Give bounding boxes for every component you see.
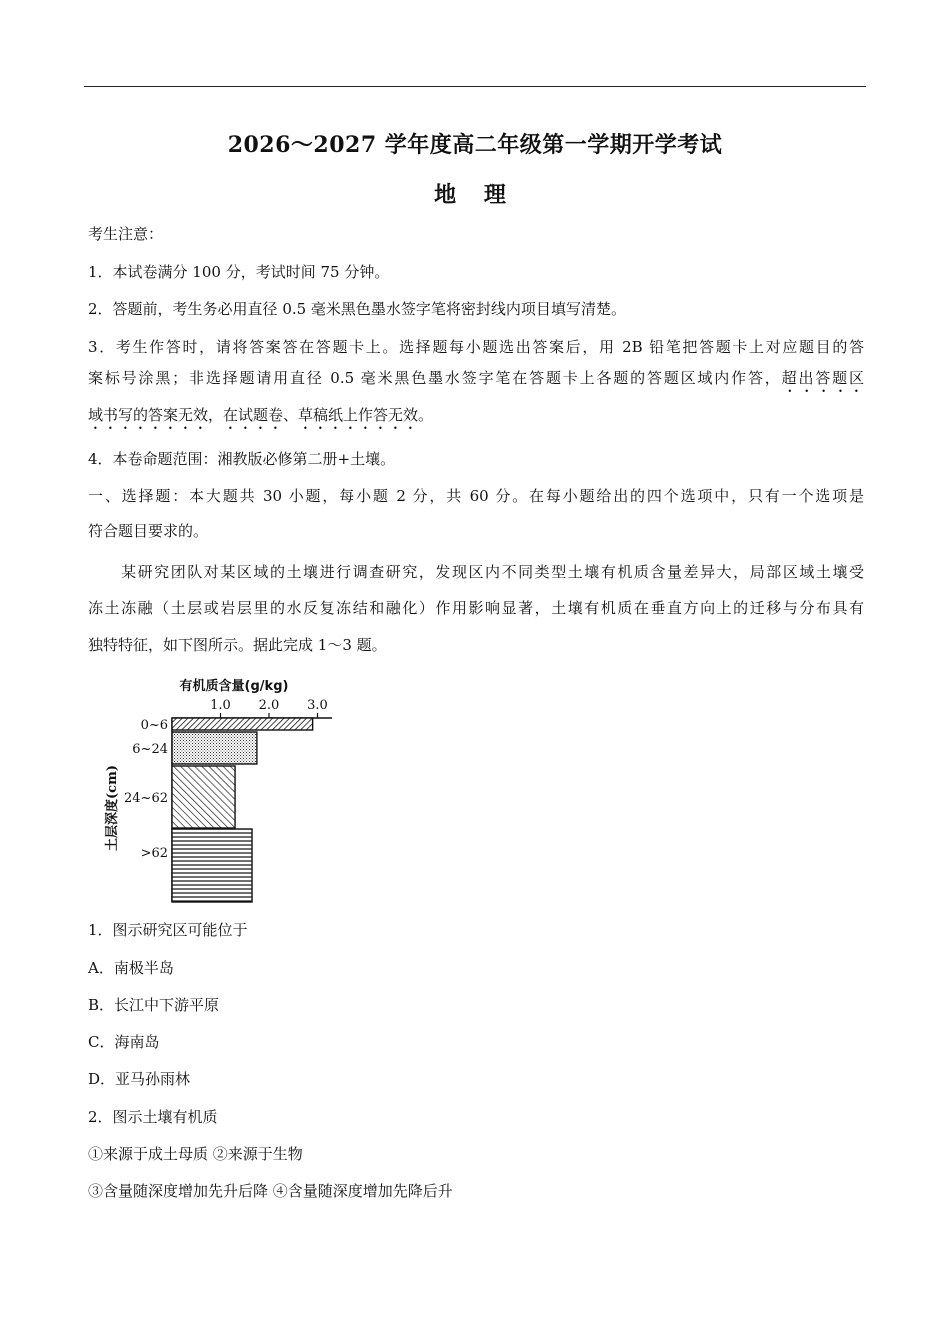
notice-item-3-line-1: 3．考生作答时，请将答案答在答题卡上。选择题每小题选出答案后，用 2B 铅笔把答题卡上对应题目的答 [88, 338, 864, 356]
section-line-2: 符合题目要求的。 [88, 522, 209, 540]
question-2-options-3-4: ③含量随深度增加先升后降 ④含量随深度增加先降后升 [88, 1182, 453, 1200]
exam-title: 2026～2027 学年度高二年级第一学期开学考试 [227, 132, 723, 158]
passage-line-3: 独特特征，如下图所示。据此完成 1～3 题。 [88, 636, 387, 654]
top-rule [84, 86, 866, 87]
passage-line-2: 冻土冻融（土层或岩层里的水反复冻结和融化）作用影响显著，土壤有机质在垂直方向上的迁移与分布具有 [88, 599, 864, 617]
notice-item-3-line-3-end: 。 [418, 406, 434, 424]
y-axis-categories [124, 718, 168, 861]
question-1-option-c: C．海南岛 [88, 1033, 160, 1051]
depth-category-label: >62 [140, 846, 168, 861]
depth-category-label: 0~6 [140, 718, 168, 733]
emphasized-text: 域书写的答案无效，在试题卷、草稿纸上作答无效 [88, 406, 419, 424]
x-tick-label: 2.0 [258, 698, 280, 713]
bar-0 [172, 718, 313, 730]
emphasized-text: 超出答题区 [781, 369, 864, 387]
y-axis-label: 土层深度(cm) [105, 765, 120, 851]
notice-item-1: 1．本试卷满分 100 分，考试时间 75 分钟。 [88, 263, 390, 281]
section-line-1: 一、选择题：本大题共 30 小题，每小题 2 分，共 60 分。在每小题给出的四个选项中，只有一个选项是 [88, 487, 864, 505]
x-tick-label: 3.0 [307, 698, 328, 713]
question-2-options-1-2: ①来源于成土母质 ②来源于生物 [88, 1145, 303, 1163]
notice-item-3-line-2-text: 案标号涂黑；非选择题请用直径 0.5 毫米黑色墨水签字笔在答题卡上各题的答题区域内作答， [88, 369, 782, 387]
passage-line-1: 某研究团队对某区域的土壤进行调查研究，发现区内不同类型土壤有机质含量差异大，局部区域土壤受 [88, 563, 864, 581]
depth-category-label: 24~62 [124, 791, 168, 806]
organic-matter-chart [96, 668, 356, 904]
chart-bars [172, 718, 313, 902]
exam-subject: 地 理 [434, 182, 516, 208]
question-1-option-d: D．亚马孙雨林 [88, 1070, 191, 1088]
question-1-option-a: A．南极半岛 [88, 959, 174, 977]
bar-3 [172, 829, 252, 902]
notice-item-3-line-2 [88, 368, 864, 396]
notice-heading: 考生注意： [88, 225, 164, 243]
bar-2 [172, 766, 235, 828]
question-2: 2．图示土壤有机质 [88, 1108, 218, 1126]
depth-category-label: 6~24 [132, 742, 168, 757]
bar-1 [172, 732, 257, 764]
x-tick-label: 1.0 [210, 698, 231, 713]
x-axis-ticks [210, 698, 328, 718]
question-1: 1．图示研究区可能位于 [88, 921, 248, 939]
chart-title: 有机质含量(g/kg) [179, 679, 289, 694]
question-1-option-b: B．长江中下游平原 [88, 996, 220, 1014]
notice-item-3-line-3 [88, 405, 433, 433]
notice-item-2: 2．答题前，考生务必用直径 0.5 毫米黑色墨水签字笔将密封线内项目填写清楚。 [88, 300, 626, 318]
notice-item-4: 4．本卷命题范围：湘教版必修第二册+土壤。 [88, 450, 396, 468]
